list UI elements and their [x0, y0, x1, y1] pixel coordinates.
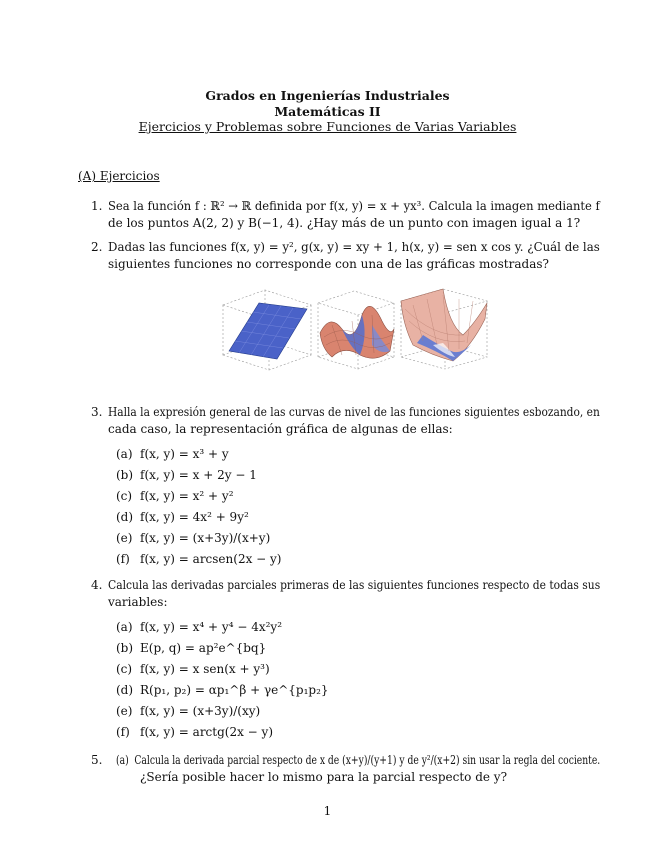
exercise-number: 2. [91, 240, 103, 254]
exercise-number: 1. [91, 199, 103, 213]
exercise-3-line-1: Halla la expresión general de las curvas de nivel de las funciones siguientes esbozando, en [108, 405, 600, 419]
item-label: (a) [116, 753, 129, 767]
exercise-1-line-2: de los puntos A(2, 2) y B(−1, 4). ¿Hay más de un punto con imagen igual a 1? [108, 216, 581, 230]
list-item [116, 551, 282, 568]
subject-title: Matemáticas II [274, 104, 381, 119]
list-item [116, 640, 266, 657]
item-label: (c) [116, 489, 133, 503]
item-expr: f(x, y) = x sen(x + y³) [140, 662, 270, 676]
exercise-5a-line-1: Calcula la derivada parcial respecto de x de (x+y)/(y+1) y de y²/(x+2) sin usar la regla del cociente. [134, 753, 601, 767]
exercise-number: 3. [91, 405, 103, 419]
item-expr: f(x, y) = (x+3y)/(xy) [140, 704, 261, 718]
plane-surface-graph [215, 285, 315, 380]
exercise-4-line-1: Calcula las derivadas parciales primeras de las siguientes funciones respecto de todas sus [108, 578, 601, 592]
item-expr: f(x, y) = x³ + y [140, 447, 229, 461]
item-label: (d) [116, 683, 134, 697]
list-item [116, 682, 329, 699]
item-label: (f) [116, 725, 130, 739]
item-label: (f) [116, 552, 130, 566]
exercise-number: 4. [91, 578, 103, 592]
item-label: (e) [116, 704, 133, 718]
course-title: Grados en Ingenierías Industriales [205, 88, 450, 103]
item-expr: f(x, y) = x⁴ + y⁴ − 4x²y² [140, 620, 283, 634]
item-expr: f(x, y) = x² + y² [140, 489, 234, 503]
item-expr: f(x, y) = (x+3y)/(x+y) [140, 531, 271, 545]
list-item [116, 530, 270, 547]
list-item [116, 509, 249, 526]
parabolic-surface-graph [393, 285, 493, 380]
list-item [116, 619, 282, 636]
list-item [116, 661, 270, 678]
exercise-4-line-2: variables: [108, 595, 168, 609]
list-item [116, 488, 234, 505]
exercise-3-line-2: cada caso, la representación gráfica de algunas de ellas: [108, 422, 453, 436]
list-item [116, 467, 257, 484]
item-expr: E(p, q) = ap²e^{bq} [140, 641, 267, 655]
list-item [116, 446, 229, 463]
item-expr: f(x, y) = x + 2y − 1 [140, 468, 257, 482]
list-item [116, 752, 600, 769]
exercise-2-line-1: Dadas las funciones f(x, y) = y², g(x, y) = xy + 1, h(x, y) = sen x cos y. ¿Cuál de las [108, 240, 600, 254]
exercise-2-line-2: siguientes funciones no corresponde con una de las gráficas mostradas? [108, 257, 549, 271]
item-label: (d) [116, 510, 134, 524]
item-label: (b) [116, 641, 134, 655]
list-item [116, 703, 260, 720]
exercise-5a-line-2: ¿Sería posible hacer lo mismo para la parcial respecto de y? [140, 770, 508, 784]
exercise-1-line-1: Sea la función f : ℝ² → ℝ definida por f(x, y) = x + yx³. Calcula la imagen mediante f [108, 199, 600, 213]
page-number: 1 [323, 804, 332, 818]
item-label: (a) [116, 620, 133, 634]
list-item [116, 724, 273, 741]
item-label: (a) [116, 447, 133, 461]
sheet-title [0, 119, 655, 134]
item-expr: f(x, y) = 4x² + 9y² [140, 510, 249, 524]
item-label: (b) [116, 468, 134, 482]
exercise-number: 5. [91, 753, 103, 767]
item-label: (e) [116, 531, 133, 545]
item-expr: f(x, y) = arcsen(2x − y) [140, 552, 282, 566]
saddle-sinusoid-surface-graph [312, 285, 398, 380]
item-expr: R(p₁, p₂) = αp₁^β + γe^{p₁p₂} [140, 683, 329, 697]
item-label: (c) [116, 662, 133, 676]
section-title: (A) Ejercicios [78, 169, 160, 183]
sheet-title-text: Ejercicios y Problemas sobre Funciones de Varias Variables [138, 119, 517, 134]
item-expr: f(x, y) = arctg(2x − y) [140, 725, 274, 739]
